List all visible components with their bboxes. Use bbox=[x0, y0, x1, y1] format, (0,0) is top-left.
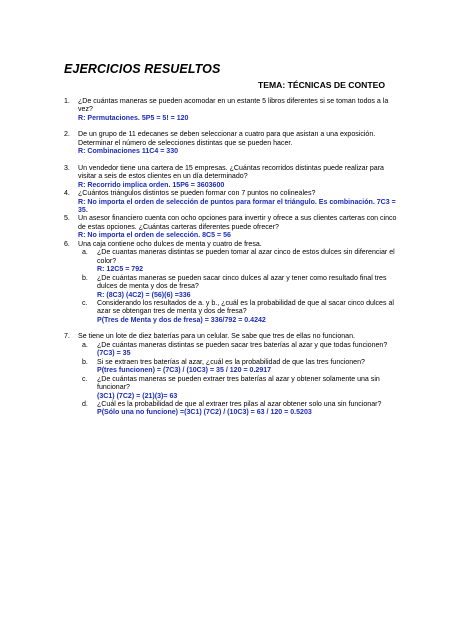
sub-question-text: ¿De cuántas maneras se pueden extraer tres baterías al azar y obtener solamente una sin funcionar? bbox=[97, 375, 380, 392]
exercise-7-parts bbox=[64, 342, 399, 418]
exercise-question: De un grupo de 11 edecanes se deben seleccionar a cuatro para que asistan a una exposición. Determinar el número de selecciones distintas que se pueden hacer. bbox=[78, 131, 376, 147]
exercise-number: 1. bbox=[64, 98, 70, 105]
exercise-answer: R: Combinaciones 11C4 = 330 bbox=[78, 148, 179, 156]
page-title: EJERCICIOS RESUELTOS bbox=[64, 62, 221, 76]
exercise-question: Se tiene un lote de diez baterías para un celular. Se sabe que tres de ellas no funcionan. bbox=[78, 333, 355, 341]
exercise-2 bbox=[64, 131, 399, 156]
sub-question-d bbox=[64, 401, 399, 418]
sub-question-text: ¿De cuantas maneras distintas se pueden tomar al azar cinco de estos dulces sin diferenciar el color? bbox=[97, 249, 395, 265]
exercise-question: ¿De cuántas maneras se pueden acomodar en un estante 5 libros diferentes si se toman todos a la vez? bbox=[78, 98, 389, 114]
sub-answer: R: 12C5 = 792 bbox=[97, 266, 144, 274]
sub-question-text: ¿De cuántas maneras distintas se pueden sacar tres baterías al azar y que todas funcionen? bbox=[97, 341, 388, 349]
exercise-6-parts bbox=[64, 249, 399, 325]
sub-question-text: Si se extraen tres baterías al azar, ¿cuál es la probabilidad de que las tres funcionen? bbox=[97, 358, 365, 366]
exercise-number: 5. bbox=[64, 215, 70, 223]
exercise-number: 2. bbox=[64, 131, 70, 139]
exercise-1 bbox=[64, 98, 399, 123]
exercise-3 bbox=[64, 165, 399, 190]
exercise-6 bbox=[64, 241, 399, 249]
exercise-number: 7. bbox=[64, 333, 70, 341]
sub-letter: d. bbox=[82, 400, 88, 408]
exercise-number: 4. bbox=[64, 190, 70, 198]
exercise-answer: R: No importa el orden de selección de puntos para formar el triángulo. Es combinación. 7C3 = 35. bbox=[78, 198, 396, 214]
sub-answer: P(Sólo una no funcione) =(3C1) (7C2) / (10C3) = 63 / 120 = 0.5203 bbox=[97, 409, 312, 417]
sub-question-c bbox=[64, 376, 399, 401]
exercise-4 bbox=[64, 190, 399, 215]
sub-letter: a. bbox=[82, 249, 88, 257]
sub-question-text: ¿Cuál es la probabilidad de que al extraer tres pilas al azar obtener solo una sin funcionar? bbox=[97, 400, 382, 408]
sub-letter: c. bbox=[82, 375, 88, 383]
topic-heading: TEMA: TÉCNICAS DE CONTEO bbox=[258, 80, 385, 90]
exercise-answer: R: Permutaciones. 5P5 = 5! = 120 bbox=[78, 114, 189, 122]
sub-letter: c. bbox=[82, 299, 88, 307]
sub-question-b bbox=[64, 275, 399, 300]
exercise-number: 6. bbox=[64, 240, 70, 248]
exercise-question: Un asesor financiero cuenta con ocho opciones para invertir y ofrece a sus clientes carteras con cinco de estas opciones. ¿Cuántas carteras diferentes puede ofrecer? bbox=[78, 215, 397, 231]
sub-answer: R: (8C3) (4C2) = (56)(6) =336 bbox=[97, 291, 191, 299]
sub-question-b bbox=[64, 359, 399, 376]
exercise-answer: R: No importa el orden de selección. 8C5 = 56 bbox=[78, 232, 231, 240]
exercise-question: Una caja contiene ocho dulces de menta y cuatro de fresa. bbox=[78, 240, 262, 248]
exercise-list bbox=[64, 98, 399, 418]
sub-answer: P(Tres de Menta y dos de fresa) = 336/792 = 0.4242 bbox=[97, 316, 266, 324]
sub-question-text: Considerando los resultados de a. y b., ¿cuál es la probabilidad de que al sacar cinco dulces al azar se obtengan tres de menta y dos de fresa? bbox=[97, 299, 394, 316]
sub-question-a bbox=[64, 249, 399, 274]
sub-answer: (7C3) = 35 bbox=[97, 350, 131, 358]
sub-question-a bbox=[64, 342, 399, 359]
sub-letter: b. bbox=[82, 358, 88, 366]
exercise-number: 3. bbox=[64, 164, 70, 172]
exercise-answer: R: Recorrido implica orden. 15P6 = 3603600 bbox=[78, 181, 225, 189]
sub-answer: P(tres funcionen) = (7C3) / (10C3) = 35 / 120 = 0.2917 bbox=[97, 367, 272, 375]
sub-letter: a. bbox=[82, 341, 88, 349]
exercise-7 bbox=[64, 333, 399, 341]
sub-answer: (3C1) (7C2) = (21)(3)= 63 bbox=[97, 392, 178, 400]
sub-letter: b. bbox=[82, 274, 88, 282]
sub-question-c bbox=[64, 300, 399, 325]
exercise-5 bbox=[64, 215, 399, 240]
exercise-question: ¿Cuántos triángulos distintos se pueden formar con 7 puntos no colineales? bbox=[78, 190, 316, 198]
exercise-question: Un vendedor tiene una cartera de 15 empresas. ¿Cuántas recorridos distintas puede realizar para visitar a seis de estos clientes en un día determinado? bbox=[78, 164, 384, 181]
sub-question-text: ¿De cuántas maneras se pueden sacar cinco dulces al azar y tener como resultado final tres dulces de menta y dos de fresa? bbox=[97, 274, 387, 291]
